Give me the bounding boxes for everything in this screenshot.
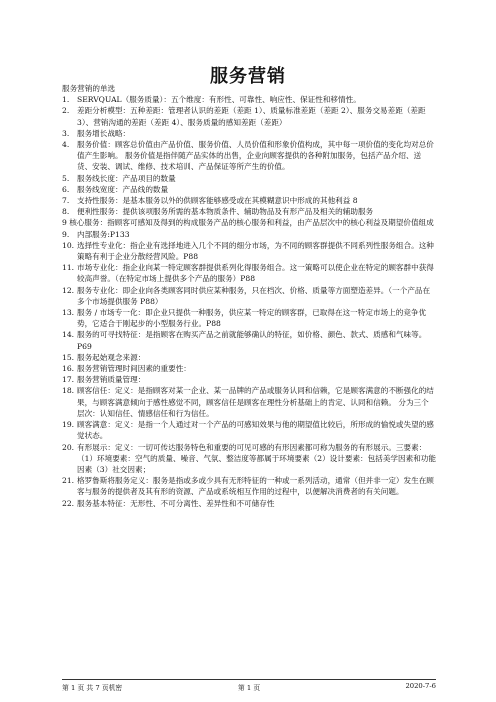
list-item-number: 18. — [62, 386, 75, 396]
list-item-number: 8. — [62, 207, 70, 217]
list-item-text: 服务增长战略： — [77, 128, 131, 138]
numbered-list-b — [62, 229, 436, 509]
list-item — [62, 105, 436, 127]
list-item-number: 11. — [62, 263, 75, 273]
list-item-text: 便利性服务：提供该项服务所需的基本物质条件、辅助物品及有形产品及相关的辅助服务 — [77, 207, 374, 217]
list-item — [62, 173, 436, 184]
list-item-text: 顾客信任：定义：是指顾客对某一企业、某一品牌的产品或服务认同和信赖，它是顾客满意的不断强化的结果，与顾客满意倾向于感性感觉不同，顾客信任是顾客在理性分析基础上的肯定、认同和信赖。 分为三个层次：认知信任、情感信任和行为信任。 — [77, 386, 434, 418]
list-item-number: 7. — [62, 196, 70, 206]
list-item-number: 4. — [62, 140, 70, 150]
list-item-text: 服务基本特征：无形性、不可分离性、差异性和不可储存性 — [77, 498, 275, 508]
list-item — [62, 307, 436, 329]
footer-right: 2020-7-6 — [405, 682, 436, 690]
list-item — [62, 363, 436, 374]
list-item-text: 顾客满意：定义：是指一个人通过对一个产品的可感知效果与他的期望值比较后，所形成的愉悦或失望的感觉状态。 — [77, 420, 434, 441]
list-item-text: 格罗鲁斯将服务定义：服务是指或多或少具有无形特征的一种或一系列活动，通常（但并非一定）发生在顾客与服务的提供者及其有形的资源、产品或系统相互作用的过程中，以便解决消费者的有关问题。 — [77, 476, 434, 497]
list-item — [62, 329, 436, 351]
list-item — [62, 352, 436, 363]
list-item-text: 服务 / 市场专一化：即企业只提供一种服务，供应某一特定的顾客群，已取得在这一特定市场上的竞争优势，它适合于刚起步的小型服务行业。P88 — [77, 308, 427, 329]
list-item-number: 16. — [62, 364, 75, 374]
list-item — [62, 206, 436, 217]
list-item-number: 15. — [62, 352, 75, 362]
list-item — [62, 229, 436, 240]
page-footer — [62, 679, 436, 692]
list-item-number: 22. — [62, 498, 75, 508]
list-item — [62, 139, 436, 173]
list-item-text: 市场专业化：指企业向某一特定顾客群提供系列化得服务组合。这一策略可以使企业在特定的顾客群中获得较高声誉。（在特定市场上提供多个产品的服务）P88 — [77, 263, 434, 284]
list-item-number: 10. — [62, 240, 75, 250]
footer-center: 第 1 页 — [237, 684, 261, 692]
list-item-text: 内部服务:P133 — [77, 229, 130, 239]
list-item — [62, 128, 436, 139]
list-item-text: 服务价值：顾客总价值由产品价值、服务价值、人员价值和形象价值构成，其中每一项价值的变化均对总价值产生影响。 服务价值是指伴随产品实体的出售，企业向顾客提供的各种附加服务，包括产品介绍、送货、安装、调试、维修、技术培训、产品保证等所产生的价值。 — [77, 140, 434, 172]
section-subtitle: 服务营销的单选 — [62, 84, 116, 93]
list-item-number: 3. — [62, 128, 70, 138]
list-item — [62, 374, 436, 385]
list-item — [62, 475, 436, 497]
paragraph-core-service: 9 核心服务：指顾客可感知及得到的构成服务产品的核心服务和利益，由产品层次中的核心利益及期望价值组成 — [62, 218, 434, 228]
list-item-text: 服务的可寻找特征：是指顾客在购买产品之前就能够确认的特征，如价格、颜色、款式、质感和气味等。P69 — [77, 330, 427, 351]
list-item-number: 19. — [62, 420, 75, 430]
list-item-text: 选择性专业化：指企业有选择地进入几个不同的细分市场，为不同的顾客群提供不同系列性服务组合。这种策略有利于企业分散经营风险。P88 — [77, 240, 434, 262]
list-item — [62, 498, 436, 509]
list-item-text: 服务线长度：产品项目的数量 — [77, 173, 176, 183]
list-item-text: 支持性服务：是基本服务以外的供顾客能够感受或在其模糊意识中形成的其他利益 8 — [77, 196, 358, 206]
list-item-number: 1. — [62, 95, 70, 105]
list-item-number: 20. — [62, 442, 75, 452]
list-item — [62, 94, 436, 105]
list-item-number: 5. — [62, 173, 70, 183]
list-item — [62, 385, 436, 419]
document-body — [62, 83, 436, 509]
list-item-number: 2. — [62, 106, 70, 116]
list-item-number: 9. — [62, 229, 70, 239]
list-item-text: 服务专业化：即企业向各类顾客同时供应某种服务，只在档次、价格、质量等方面塑造差异。（一个产品在多个市场提供服务 P88） — [77, 285, 431, 306]
numbered-list-a — [62, 94, 436, 217]
list-item-number: 12. — [62, 285, 75, 295]
list-item-text: 有形展示：定义：一切可传达服务特色和重要的可见可感的有形因素都可称为服务的有形展示。三要素：（1）环境要素：空气的质量、噪音、气氛、整洁度等都属于环境要素（2）设计要素：包括美学因素和功能因素（3）社交因素； — [77, 442, 436, 474]
list-item-text: 差距分析模型：五种差距：管理者认识的差距（差距 1）、质量标准差距（差距 2）、服务交易差距（差距 3）、营销沟通的差距（差距 4）、服务质量的感知差距（差距） — [77, 106, 426, 127]
list-item — [62, 240, 436, 262]
list-item-number: 14. — [62, 330, 75, 340]
list-item — [62, 262, 436, 284]
list-item — [62, 285, 436, 307]
list-item — [62, 442, 436, 476]
list-item-text: 服务营销质量管理： — [77, 375, 146, 385]
list-item-number: 21. — [62, 476, 75, 486]
list-item — [62, 195, 436, 206]
page-title: 服务营销 — [210, 66, 286, 87]
list-item-number: 17. — [62, 375, 75, 385]
list-item-text: 服务营销管理时间因素的重要性： — [77, 364, 191, 374]
list-item-text: 服务线宽度：产品线的数量 — [77, 184, 169, 194]
list-item-number: 6. — [62, 184, 70, 194]
list-item-text: 服务起始观念来源： — [77, 352, 146, 362]
list-item — [62, 184, 436, 195]
list-item — [62, 419, 436, 441]
footer-left: 第 1 页 共 7 页机密 — [62, 684, 123, 692]
list-item-number: 13. — [62, 308, 75, 318]
list-item-text: SERVQUAL（服务质量）：五个维度：有形性、可靠性、响应性、保证性和移情性。 — [77, 95, 361, 105]
